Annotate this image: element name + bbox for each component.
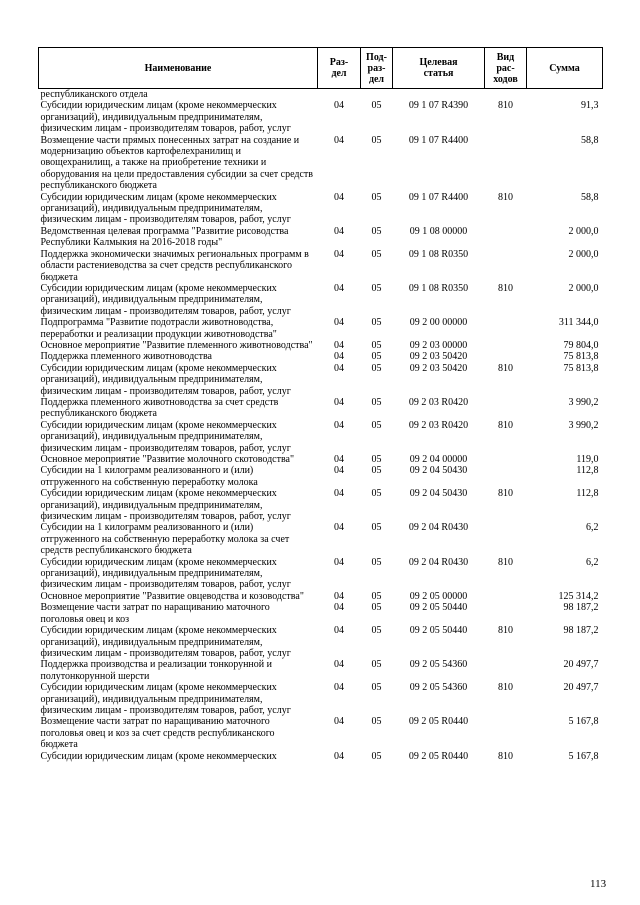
cell-razdel: 04 <box>334 100 344 112</box>
cell-celevaya-statya: 09 2 03 50420 <box>409 362 468 374</box>
cell-razdel: 04 <box>334 602 344 614</box>
cell-name: Субсидии юридическим лицам (кроме некоммерческих организаций), индивидуальным предпринимателям, физическим лицам - производителям товаров, работ, услуг <box>40 682 291 716</box>
cell-summa: 58,8 <box>581 134 599 146</box>
header-summa: Сумма <box>527 48 603 89</box>
cell-name: Основное мероприятие "Развитие овцеводства и козоводства" <box>40 590 304 602</box>
cell-celevaya-statya: 09 2 05 50440 <box>409 602 468 614</box>
cell-podrazdel: 05 <box>371 351 382 363</box>
cell-vid-rashodov <box>485 226 527 249</box>
cell-vid-rashodov: 810 <box>498 750 513 762</box>
cell-name: Субсидии юридическим лицам (кроме некоммерческих организаций), индивидуальным предпринимателям, физическим лицам - производителям товаров, работ, услуг <box>40 282 291 317</box>
cell-vid-rashodov: 810 <box>498 419 513 431</box>
cell-vid-rashodov: 810 <box>498 556 513 568</box>
cell-name: Субсидии на 1 килограмм реализованного и (или) отгруженного на собственную переработку молока <box>40 465 258 488</box>
table-row <box>39 522 603 556</box>
cell-podrazdel: 05 <box>371 454 382 465</box>
header-vid-rashodov: Вид рас- ходов <box>485 48 527 89</box>
cell-razdel: 04 <box>334 362 344 374</box>
cell-summa <box>527 89 603 101</box>
cell-vid-rashodov <box>485 351 527 362</box>
cell-podrazdel: 05 <box>371 419 382 431</box>
cell-vid-rashodov <box>485 465 527 488</box>
cell-celevaya-statya: 09 2 03 R0420 <box>408 396 469 408</box>
cell-razdel: 04 <box>334 396 344 408</box>
header-name: Наименование <box>39 48 318 89</box>
cell-name: Субсидии юридическим лицам (кроме некоммерческих организаций), индивидуальным предпринимателям, физическим лицам - производителям товаров, работ, услуг <box>40 556 291 591</box>
cell-podrazdel: 05 <box>371 282 382 294</box>
cell-podrazdel: 05 <box>371 659 382 671</box>
cell-razdel: 04 <box>334 134 344 146</box>
cell-name: Основное мероприятие "Развитие племенного животноводства" <box>40 339 313 351</box>
table-row <box>39 557 603 591</box>
cell-summa: 3 990,2 <box>568 419 599 431</box>
cell-podrazdel: 05 <box>371 317 382 329</box>
cell-podrazdel: 05 <box>371 191 382 203</box>
table-row <box>39 602 603 625</box>
document-page <box>38 47 602 762</box>
cell-summa: 2 000,0 <box>568 282 599 294</box>
cell-celevaya-statya: 09 2 05 R0440 <box>408 750 469 762</box>
cell-razdel: 04 <box>334 625 344 637</box>
table-row <box>39 659 603 682</box>
cell-name: Субсидии на 1 килограмм реализованного и (или) отгруженного на собственную переработку молока за счет средств республиканского бюджета <box>40 522 290 557</box>
cell-razdel: 04 <box>334 225 344 237</box>
cell-celevaya-statya: 09 1 07 R4390 <box>408 100 469 112</box>
cell-name: Субсидии юридическим лицам (кроме некоммерческих организаций), индивидуальным предпринимателям, физическим лицам - производителям товаров, работ, услуг <box>40 362 291 397</box>
cell-vid-rashodov: 810 <box>498 488 513 500</box>
table-row <box>39 625 603 659</box>
cell-celevaya-statya: 09 2 05 R0440 <box>408 716 469 728</box>
cell-name: Субсидии юридическим лицам (кроме некоммерческих организаций), индивидуальным предпринимателям, физическим лицам - производителям товаров, работ, услуг <box>40 625 291 659</box>
cell-podrazdel: 05 <box>371 134 382 146</box>
table-header <box>39 48 603 89</box>
cell-podrazdel: 05 <box>371 682 382 694</box>
cell-summa: 75 813,8 <box>563 351 599 363</box>
cell-name: Возмещение части прямых понесенных затрат на создание и модернизацию объектов картофелехранилищ и овощехранилищ, а также на приобретение техники и оборудования на цели предоставления субсидии за счет средств республиканского бюджета <box>40 134 314 192</box>
page-number: 113 <box>590 878 607 890</box>
cell-name: Поддержка племенного животноводства <box>40 351 212 363</box>
cell-podrazdel: 05 <box>371 100 382 112</box>
table-row <box>39 283 603 317</box>
table-row <box>39 249 603 283</box>
table-row <box>39 682 603 716</box>
cell-name: Субсидии юридическим лицам (кроме некоммерческих <box>40 750 277 762</box>
cell-summa: 20 497,7 <box>563 659 599 671</box>
header-razdel: Раз- дел <box>318 48 361 89</box>
header-celevaya-statya: Целевая статья <box>393 48 485 89</box>
cell-podrazdel: 05 <box>371 602 382 614</box>
cell-summa: 112,8 <box>576 465 599 477</box>
cell-podrazdel: 05 <box>371 590 382 602</box>
cell-celevaya-statya <box>393 89 485 101</box>
table-row <box>39 454 603 465</box>
cell-razdel: 04 <box>334 590 344 602</box>
cell-podrazdel: 05 <box>371 716 382 728</box>
cell-name: Поддержка племенного животноводства за счет средств республиканского бюджета <box>40 396 279 420</box>
cell-podrazdel <box>361 89 393 101</box>
cell-razdel: 04 <box>334 682 344 694</box>
cell-name: Субсидии юридическим лицам (кроме некоммерческих организаций), индивидуальным предпринимателям, физическим лицам - производителям товаров, работ, услуг <box>40 100 291 135</box>
cell-summa: 6,2 <box>586 522 599 534</box>
table-row <box>39 591 603 602</box>
cell-summa: 119,0 <box>576 454 599 465</box>
table-row <box>39 351 603 362</box>
cell-summa: 5 167,8 <box>568 716 599 728</box>
table-row <box>39 135 603 192</box>
table-body <box>39 89 603 762</box>
table-row <box>39 420 603 454</box>
cell-vid-rashodov: 810 <box>498 191 513 203</box>
cell-razdel: 04 <box>334 454 344 465</box>
cell-name: республиканского отдела <box>40 89 148 100</box>
cell-celevaya-statya: 09 2 05 00000 <box>409 590 468 602</box>
cell-razdel: 04 <box>334 750 344 762</box>
cell-vid-rashodov: 810 <box>498 282 513 294</box>
cell-celevaya-statya: 09 2 04 R0430 <box>408 522 469 534</box>
cell-vid-rashodov <box>485 135 527 192</box>
cell-vid-rashodov <box>485 397 527 420</box>
table-row <box>39 89 603 101</box>
table-row <box>39 100 603 134</box>
table-row <box>39 317 603 340</box>
cell-vid-rashodov: 810 <box>498 682 513 694</box>
cell-vid-rashodov: 810 <box>498 100 513 112</box>
cell-razdel: 04 <box>334 191 344 203</box>
cell-podrazdel: 05 <box>371 225 382 237</box>
cell-summa: 3 990,2 <box>568 396 599 408</box>
cell-name: Возмещение части затрат по наращиванию маточного поголовья овец и коз <box>40 602 270 625</box>
cell-razdel: 04 <box>334 282 344 294</box>
cell-podrazdel: 05 <box>371 465 382 477</box>
cell-celevaya-statya: 09 2 05 54360 <box>409 659 468 671</box>
cell-summa: 20 497,7 <box>563 682 599 694</box>
cell-celevaya-statya: 09 2 05 50440 <box>409 625 468 637</box>
cell-summa: 2 000,0 <box>568 225 599 237</box>
cell-name: Субсидии юридическим лицам (кроме некоммерческих организаций), индивидуальным предпринимателям, физическим лицам - производителям товаров, работ, услуг <box>40 191 291 226</box>
cell-name: Основное мероприятие "Развитие молочного скотоводства" <box>40 454 295 465</box>
cell-name: Возмещение части затрат по наращиванию маточного поголовья овец и коз за счет средств республиканского бюджета <box>40 716 275 751</box>
cell-razdel: 04 <box>334 716 344 728</box>
cell-celevaya-statya: 09 1 08 00000 <box>409 225 468 237</box>
cell-podrazdel: 05 <box>371 750 382 762</box>
cell-summa: 98 187,2 <box>563 602 599 614</box>
cell-celevaya-statya: 09 2 03 R0420 <box>408 419 469 431</box>
cell-summa: 125 314,2 <box>558 590 599 602</box>
cell-podrazdel: 05 <box>371 362 382 374</box>
table-row <box>39 192 603 226</box>
cell-podrazdel: 05 <box>371 339 382 351</box>
cell-vid-rashodov <box>485 454 527 465</box>
cell-vid-rashodov <box>485 89 527 101</box>
cell-summa: 58,8 <box>581 191 599 203</box>
cell-vid-rashodov <box>485 591 527 602</box>
cell-vid-rashodov: 810 <box>498 625 513 637</box>
budget-table <box>38 47 603 762</box>
cell-name: Ведомственная целевая программа "Развитие рисоводства Республики Калмыкия на 2016-2018 годы" <box>40 225 289 249</box>
cell-razdel: 04 <box>334 419 344 431</box>
table-row <box>39 716 603 750</box>
cell-vid-rashodov: 810 <box>498 362 513 374</box>
header-podrazdel: Под- раз- дел <box>361 48 393 89</box>
cell-razdel: 04 <box>334 351 344 363</box>
cell-podrazdel: 05 <box>371 625 382 637</box>
cell-celevaya-statya: 09 2 00 00000 <box>409 317 468 329</box>
cell-name: Субсидии юридическим лицам (кроме некоммерческих организаций), индивидуальным предпринимателям, физическим лицам - производителям товаров, работ, услуг <box>40 488 291 523</box>
cell-celevaya-statya: 09 2 04 50430 <box>409 465 468 477</box>
table-row <box>39 488 603 522</box>
table-row <box>39 397 603 420</box>
cell-vid-rashodov <box>485 522 527 556</box>
cell-podrazdel: 05 <box>371 396 382 408</box>
cell-celevaya-statya: 09 2 04 00000 <box>409 454 468 465</box>
cell-name: Поддержка экономически значимых региональных программ в области растениеводства за счет средств республиканского бюджета <box>40 248 309 283</box>
cell-vid-rashodov <box>485 317 527 340</box>
cell-celevaya-statya: 09 2 04 R0430 <box>408 556 469 568</box>
cell-name: Подпрограмма "Развитие подотрасли животноводства, переработки и реализации продукции животноводства" <box>40 317 277 340</box>
table-row <box>39 751 603 762</box>
cell-summa: 311 344,0 <box>558 317 599 329</box>
cell-razdel: 04 <box>334 339 344 351</box>
cell-podrazdel: 05 <box>371 522 382 534</box>
cell-razdel: 04 <box>334 488 344 500</box>
cell-razdel: 04 <box>334 465 344 477</box>
cell-name: Субсидии юридическим лицам (кроме некоммерческих организаций), индивидуальным предпринимателям, физическим лицам - производителям товаров, работ, услуг <box>40 419 291 454</box>
cell-vid-rashodov <box>485 602 527 625</box>
cell-razdel: 04 <box>334 248 344 260</box>
cell-razdel <box>318 89 361 101</box>
cell-summa: 79 804,0 <box>563 339 599 351</box>
cell-celevaya-statya: 09 1 07 R4400 <box>408 134 469 146</box>
cell-podrazdel: 05 <box>371 488 382 500</box>
cell-summa: 98 187,2 <box>563 625 599 637</box>
table-row <box>39 363 603 397</box>
cell-summa: 6,2 <box>586 556 599 568</box>
cell-vid-rashodov <box>485 249 527 283</box>
cell-summa: 112,8 <box>576 488 599 500</box>
cell-vid-rashodov <box>485 340 527 351</box>
cell-razdel: 04 <box>334 556 344 568</box>
cell-vid-rashodov <box>485 659 527 682</box>
cell-summa: 5 167,8 <box>568 750 599 762</box>
cell-celevaya-statya: 09 1 08 R0350 <box>408 282 469 294</box>
table-row <box>39 340 603 351</box>
cell-summa: 2 000,0 <box>568 248 599 260</box>
cell-celevaya-statya: 09 1 07 R4400 <box>408 191 469 203</box>
cell-razdel: 04 <box>334 659 344 671</box>
cell-summa: 91,3 <box>581 100 599 112</box>
cell-celevaya-statya: 09 2 05 54360 <box>409 682 468 694</box>
cell-podrazdel: 05 <box>371 248 382 260</box>
cell-podrazdel: 05 <box>371 556 382 568</box>
table-row <box>39 226 603 249</box>
cell-summa: 75 813,8 <box>563 362 599 374</box>
cell-celevaya-statya: 09 2 03 00000 <box>409 339 468 351</box>
cell-razdel: 04 <box>334 317 344 329</box>
cell-razdel: 04 <box>334 522 344 534</box>
cell-celevaya-statya: 09 2 03 50420 <box>409 351 468 363</box>
table-row <box>39 465 603 488</box>
cell-vid-rashodov <box>485 716 527 750</box>
cell-name: Поддержка производства и реализации тонкорунной и полутонкорунной шерсти <box>40 659 272 682</box>
cell-celevaya-statya: 09 1 08 R0350 <box>408 248 469 260</box>
cell-celevaya-statya: 09 2 04 50430 <box>409 488 468 500</box>
